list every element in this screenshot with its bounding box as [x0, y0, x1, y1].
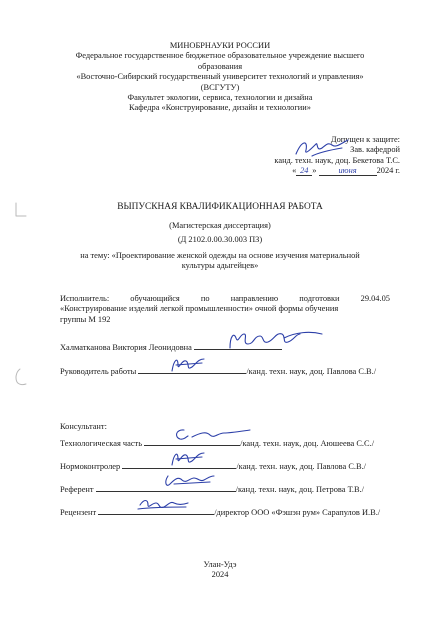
subtitle-block — [0, 221, 440, 272]
tech-consultant-row — [60, 436, 390, 449]
title-block — [0, 201, 440, 213]
admitted-label: Допущен к защите: — [330, 135, 400, 144]
topic-line-1: на тему: «Проектирование женской одежды на основе изучения материальной — [80, 250, 360, 260]
reviewer-person: /директор ООО «Фэшэн рум» Сарапулов И.В./ — [214, 508, 381, 517]
reviewer-row — [60, 505, 390, 518]
referent-person: /канд. техн. наук, доц. Петрова Т.В./ — [235, 485, 364, 494]
document-code: (Д 2102.0.00.30.003 ПЗ) — [177, 235, 263, 245]
consultant-heading-row — [60, 422, 390, 432]
approval-block — [200, 135, 400, 177]
reviewer-label: Рецензент — [60, 508, 97, 517]
executor-name-row — [60, 340, 390, 353]
executor-line-2: «Конструирование изделий легкой промышленности» очной формы обучения — [60, 304, 339, 314]
work-subtype: (Магистерская диссертация) — [169, 221, 271, 230]
tech-consultant-person: /канд. техн. наук, доц. Аюшеева С.С./ — [240, 439, 375, 448]
supervisor-label: Руководитель работы — [60, 367, 137, 376]
norm-controller-row — [60, 459, 390, 472]
tech-consultant-label: Технологическая часть — [60, 439, 143, 448]
head-title: Зав. кафедрой — [350, 145, 400, 155]
header-block — [0, 41, 440, 114]
executor-block — [60, 294, 390, 325]
executor-line-1: Исполнитель: обучающийся по направлению подготовки 29.04.05 — [60, 294, 390, 303]
year: 2024 — [211, 570, 229, 580]
executor-name: Халматканова Виктория Леонидовна — [60, 343, 192, 352]
university-abbr: (ВСГУТУ) — [200, 82, 240, 92]
scan-mark-bottom — [14, 368, 28, 386]
topic-line-2: культуры адыгейцев» — [181, 261, 259, 271]
supervisor-person: /канд. техн. наук, доц. Павлова С.В./ — [246, 367, 377, 376]
date-year: 2024 г. — [376, 166, 400, 176]
institution-line-2: образования — [197, 61, 243, 71]
faculty: Факультет экологии, сервиса, технологии и дизайна — [127, 93, 313, 103]
head-name: канд. техн. наук, доц. Бекетова Т.С. — [274, 155, 400, 165]
city: Улан-Удэ — [203, 560, 237, 569]
consultant-heading: Консультант: — [60, 422, 107, 431]
ministry: МИНОБРНАУКИ РОССИИ — [169, 41, 271, 50]
referent-label: Референт — [60, 485, 94, 494]
executor-line-3: группы М 192 — [60, 314, 111, 324]
date-day: 24 — [300, 166, 309, 176]
norm-controller-label: Нормоконтролер — [60, 462, 121, 471]
date-month: июня — [338, 166, 357, 176]
footer-block — [0, 560, 440, 581]
supervisor-row — [60, 364, 390, 377]
approval-date: « 24 » июня 2024 г. — [292, 166, 400, 176]
department: Кафедра «Конструирование, дизайн и технологии» — [129, 103, 311, 113]
university-name: «Восточно-Сибирский государственный университет технологий и управления» — [76, 72, 364, 82]
institution-line-1: Федеральное государственное бюджетное образовательное учреждение высшего — [75, 51, 365, 61]
norm-controller-person: /канд. техн. наук, доц. Павлова С.В./ — [236, 462, 367, 471]
work-type: ВЫПУСКНАЯ КВАЛИФИКАЦИОННАЯ РАБОТА — [117, 202, 323, 212]
referent-row — [60, 482, 390, 495]
